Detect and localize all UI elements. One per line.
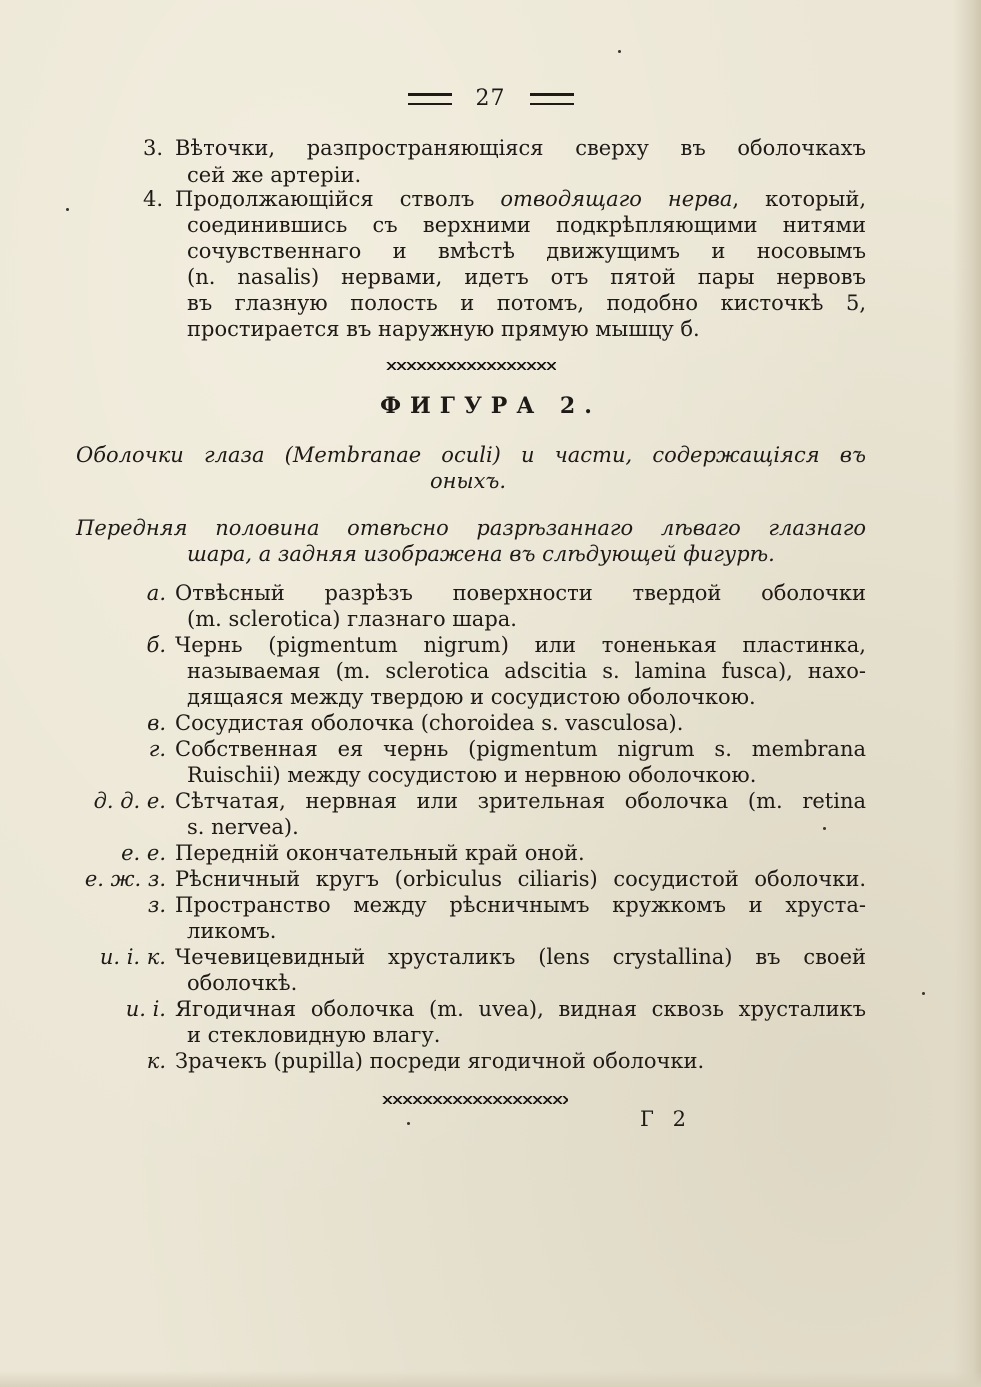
caption-line: оныхъ. <box>430 469 507 493</box>
wavy-divider <box>386 362 556 370</box>
item-number: 3. <box>143 136 164 160</box>
wavy-divider-bottom <box>382 1096 568 1104</box>
legend-line: Передній окончательный край оной. <box>175 841 585 865</box>
header-rule-right <box>530 93 574 105</box>
legend-line: оболочкѣ. <box>187 971 298 995</box>
item-line <box>175 187 866 211</box>
item-line: (n. nasalis) нервами, идетъ отъ пятой пары нервовъ <box>187 265 866 289</box>
page-header <box>0 86 981 111</box>
legend-line: и стекловидную влагу. <box>187 1023 441 1047</box>
ink-speck <box>66 208 69 211</box>
legend-line: Зрачекъ (pupilla) посреди ягодичной оболочки. <box>175 1049 705 1073</box>
legend-line: Отвѣсный разрѣзъ поверхности твердой оболочки <box>175 581 866 605</box>
legend-line: s. nervea). <box>187 815 299 839</box>
legend-label: е. е. <box>121 841 166 865</box>
ink-speck <box>823 827 826 830</box>
description-line: Передняя половина отвѣсно разрѣзаннаго лѣваго глазнаго <box>76 516 866 540</box>
item-line: сочувственнаго и вмѣстѣ движущимъ и носовымъ <box>187 239 866 263</box>
caption-text: ) и части, содержащіяся въ <box>492 443 866 467</box>
legend-label: в. <box>147 711 166 735</box>
legend-label: к. <box>146 1049 166 1073</box>
caption-line <box>76 443 866 467</box>
legend-label: з. <box>147 893 166 917</box>
legend-line: Чечевицевидный хрусталикъ (lens crystallina) въ своей <box>175 945 866 969</box>
caption-latin: Membranae oculi <box>292 443 493 467</box>
legend-line: Собственная ея чернь (pigmentum nigrum s. membrana <box>175 737 866 761</box>
legend-label: б. <box>146 633 166 657</box>
item-line: въ глазную полость и потомъ, подобно кисточкѣ 5, <box>187 291 866 315</box>
item-number: 4. <box>143 187 164 211</box>
description-line: шара, а задняя изображена въ слѣдующей фигурѣ. <box>187 542 775 566</box>
legend-label: д. д. е. <box>93 789 166 813</box>
legend-label: г. <box>148 737 166 761</box>
ink-speck <box>922 992 925 995</box>
legend-label: и. і. <box>125 997 166 1021</box>
signature-mark: Г 2 <box>640 1107 692 1131</box>
legend-line: Ruischii) между сосудистою и нервною оболочкою. <box>187 763 757 787</box>
legend-line: называемая (m. sclerotica adscitia s. lamina fusca), нахо- <box>187 659 866 683</box>
figure-heading: ФИГУРА 2. <box>380 393 601 419</box>
item-line: соединившись съ верхними подкрѣпляющими нитями <box>187 213 866 237</box>
item-line: простирается въ наружную прямую мышцу б. <box>187 317 700 341</box>
legend-line: Чернь (pigmentum nigrum) или тоненькая пластинка, <box>175 633 866 657</box>
item-text: , который, <box>732 187 866 211</box>
caption-text: Оболочки глаза ( <box>76 443 293 467</box>
legend-line: Сѣтчатая, нервная или зрительная оболочка (m. retina <box>175 789 866 813</box>
legend-line: Пространство между рѣсничнымъ кружкомъ и хруста- <box>175 893 866 917</box>
legend-line: (m. sclerotica) глазнаго шара. <box>187 607 517 631</box>
legend-line: дящаяся между твердою и сосудистою оболочкою. <box>187 685 756 709</box>
ink-speck <box>618 50 621 53</box>
item-line: сей же артеріи. <box>187 163 362 187</box>
page-number: 27 <box>475 86 506 111</box>
legend-line: Ягодичная оболочка (m. uvea), видная сквозь хрусталикъ <box>175 997 866 1021</box>
legend-line: Рѣсничный кругъ (orbiculus ciliaris) сосудистой оболочки. <box>175 867 866 891</box>
page-bottom-edge <box>0 1371 981 1387</box>
item-line: Вѣточки, разпространяющіяся сверху въ оболочкахъ <box>175 136 866 160</box>
legend-label: и. і. к. <box>99 945 166 969</box>
header-rule-left <box>408 93 452 105</box>
legend-label: е. ж. з. <box>84 867 166 891</box>
ink-speck <box>407 1122 410 1125</box>
item-text: Продолжающійся стволъ <box>175 187 501 211</box>
legend-line: Сосудистая оболочка (choroidea s. vasculosa). <box>175 711 684 735</box>
legend-line: ликомъ. <box>187 919 277 943</box>
page-edge-shadow <box>953 0 981 1387</box>
item-text-italic: отводящаго нерва <box>500 187 733 211</box>
legend-label: а. <box>146 581 166 605</box>
